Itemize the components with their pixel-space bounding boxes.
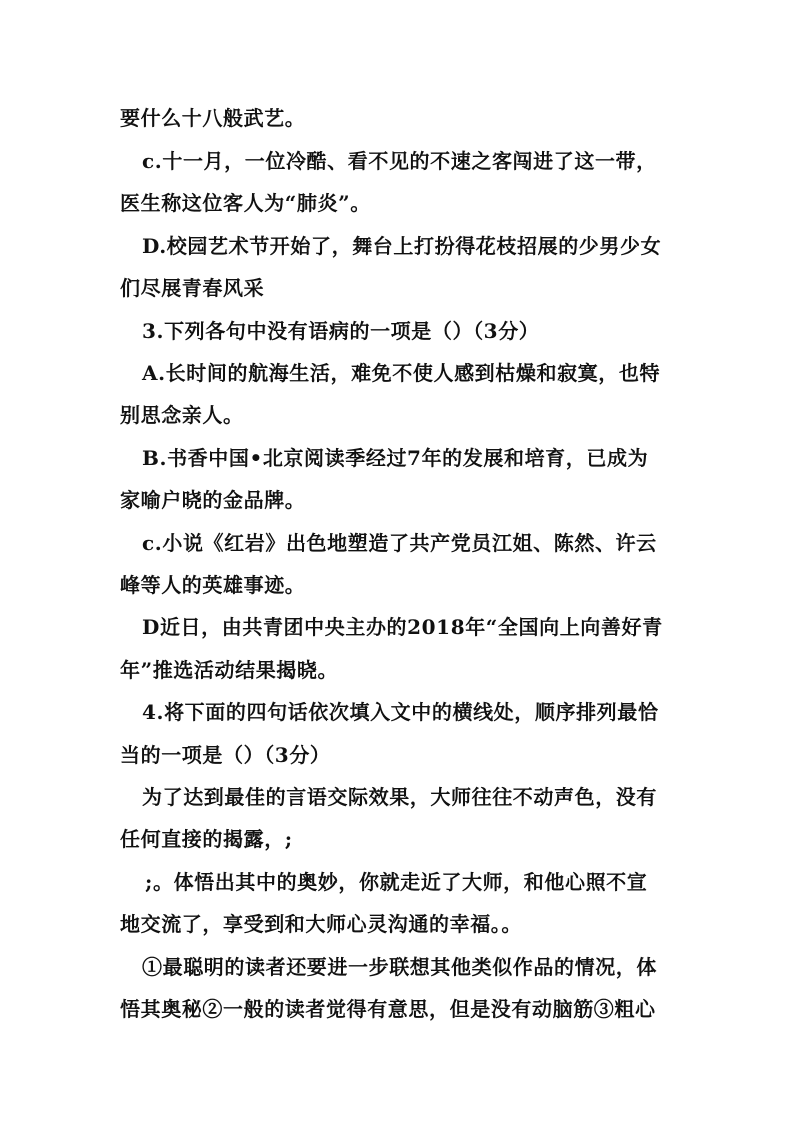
text-line: B.书香中国•北京阅读季经过7年的发展和培育，已成为 [142, 446, 649, 470]
text-line: 家喻户晓的金品牌。 [120, 488, 306, 512]
text-line: 峰等人的英雄事迹。 [120, 573, 306, 597]
text-line: 要什么十八般武艺。 [120, 106, 306, 130]
text-line: c.小说《红岩》出色地塑造了共产党员江姐、陈然、许云 [142, 531, 657, 555]
text-line: 们尽展青春风采 [120, 276, 265, 300]
text-line: ;。体悟出其中的奥妙，你就走近了大师，和他心照不宣 [145, 870, 648, 894]
text-line: 4.将下面的四句话依次填入文中的横线处，顺序排列最恰 [142, 700, 659, 724]
text-line: 任何直接的揭露，; [120, 827, 293, 851]
text-line: 3.下列各句中没有语病的一项是（）（3分） [142, 319, 540, 343]
text-line: 别思念亲人。 [120, 403, 244, 427]
text-line: 悟其奥秘②一般的读者觉得有意思，但是没有动脑筋③粗心 [120, 997, 656, 1021]
text-line: D近日，由共青团中央主办的2018年“全国向上向善好青 [142, 615, 663, 639]
text-line: 当的一项是（）（3分） [120, 743, 331, 767]
text-line: A.长时间的航海生活，难免不使人感到枯燥和寂寞，也特 [142, 361, 661, 385]
text-line: 地交流了，享受到和大师心灵沟通的幸福。。 [120, 912, 522, 936]
text-line: 为了达到最佳的言语交际效果，大师往往不动声色，没有 [142, 785, 657, 809]
text-line: 年”推选活动结果揭晓。 [120, 658, 339, 682]
text-line: D.校园艺术节开始了，舞台上打扮得花枝招展的少男少女 [142, 234, 662, 258]
text-line: c.十一月，一位冷酷、看不见的不速之客闯进了这一带， [142, 149, 657, 173]
text-line: 医生称这位客人为“肺炎”。 [120, 191, 371, 215]
text-line: ①最聪明的读者还要进一步联想其他类似作品的情况，体 [142, 955, 657, 979]
